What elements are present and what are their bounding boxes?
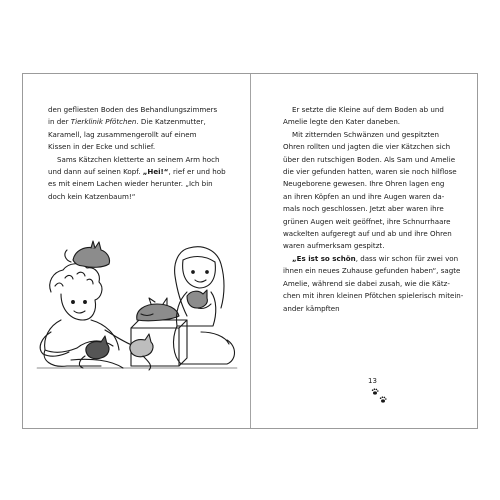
text-line: den gefliesten Boden des Behandlungszimmers [48, 105, 218, 114]
text-line: über den rutschigen Boden. Als Sam und Amelie [283, 154, 456, 164]
left-page [23, 74, 251, 428]
kids-with-kittens-illustration [31, 220, 243, 372]
text-line: in der Tierklinik Pfötchen. Die Katzenmutter, [48, 117, 206, 127]
text-line: Mit zitternden Schwänzen und gespitzten [292, 129, 439, 139]
text-line: Er setzte die Kleine auf dem Boden ab und [292, 105, 444, 114]
text-line: chen mit ihren kleinen Pfötchen spielerisch mitein- [283, 291, 464, 301]
text-line: es mit einem Lachen wieder herunter. „Ich bin [48, 179, 213, 189]
text-line: die vier gefunden hatten, waren sie noch hilflose [283, 167, 457, 177]
book-spread [22, 73, 478, 429]
right-page-text [283, 104, 463, 315]
left-page-text [48, 104, 226, 203]
text-line: Kissen in der Ecke und schlief. [48, 142, 156, 152]
text-line: Ohren rollten und jagten die vier Kätzchen sich [283, 142, 451, 152]
text-line: ander kämpften [283, 303, 340, 313]
paw-prints-icon [369, 387, 389, 405]
right-page [251, 74, 477, 428]
text-line: waren aufmerksam gespitzt. [283, 241, 385, 251]
text-line: an ihren Köpfen an und ihre Augen waren da- [283, 191, 445, 201]
text-line: mals noch geschlossen. Jetzt aber waren ihre [283, 204, 444, 214]
text-line: wackelten aufgeregt auf und ab und ihre Ohren [283, 229, 452, 239]
text-line: ihnen ein neues Zuhause gefunden haben“, sagte [283, 266, 461, 276]
text-line: doch kein Katzenbaum!“ [48, 191, 136, 201]
text-line: Amelie legte den Kater daneben. [283, 117, 401, 127]
text-line: grünen Augen weit geöffnet, ihre Schnurrhaare [283, 216, 451, 226]
page-number: 13 [368, 377, 377, 385]
text-line: Neugeborene gewesen. Ihre Ohren lagen eng [283, 179, 445, 189]
text-line: Karamell, lag zusammengerollt auf einem [48, 129, 197, 139]
text-line: Amelie, während sie dabei zusah, wie die Kätz- [283, 278, 450, 288]
text-line: Sams Kätzchen kletterte an seinem Arm hoch [57, 154, 220, 164]
text-line: „Es ist so schön, dass wir schon für zwei von [292, 253, 459, 263]
text-line: und dann auf seinen Kopf. „Hei!“, rief er und hob [48, 167, 226, 177]
